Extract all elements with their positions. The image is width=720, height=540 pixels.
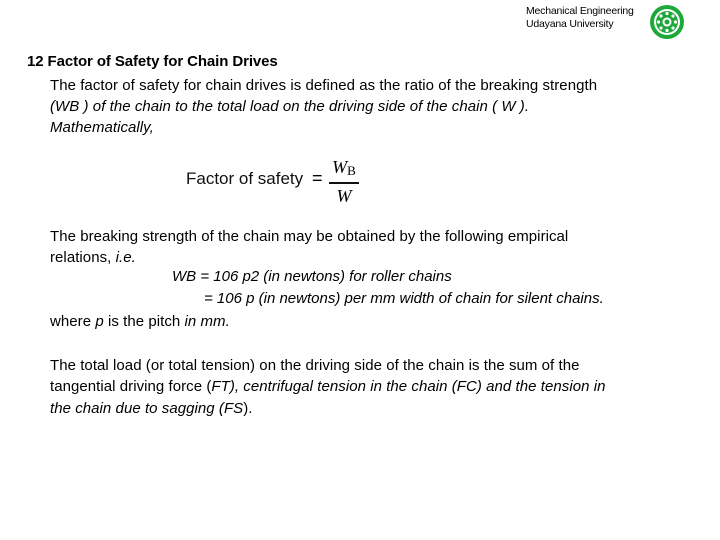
tangential-text: tangential driving force ( xyxy=(50,378,212,395)
section-title: 12 Factor of Safety for Chain Drives xyxy=(27,53,278,70)
total-load-line-3 xyxy=(50,398,252,419)
intro-wb: (WB ) xyxy=(50,98,93,115)
forces-text: FT), centrifugal tension in the chain (FC) and the tension in xyxy=(211,378,606,395)
breaking-line-2 xyxy=(50,247,136,268)
closing-paren: ). xyxy=(243,400,253,417)
udayana-university-logo-icon xyxy=(649,4,685,40)
total-load-line-2 xyxy=(50,376,605,397)
intro-line-3: Mathematically, xyxy=(50,119,154,136)
pitch-text: is the pitch xyxy=(103,313,185,330)
roller-chain-relation: WB = 106 p2 (in newtons) for roller chains xyxy=(172,268,452,285)
formula-numerator-subscript: B xyxy=(347,163,356,178)
formula-label: Factor of safety xyxy=(186,169,304,188)
intro-line-2-text: of the chain to the total load on the driving side of the chain ( xyxy=(92,98,502,115)
breaking-line-1: The breaking strength of the chain may be obtained by the following empirical xyxy=(50,228,569,245)
formula-fraction-bar xyxy=(329,182,359,184)
department-label: Mechanical Engineering xyxy=(526,5,634,17)
fs-symbol: FS xyxy=(223,400,244,417)
breaking-ie-text: i.e. xyxy=(115,249,136,266)
silent-chain-relation: = 106 p (in newtons) per mm width of chain for silent chains. xyxy=(204,290,604,307)
where-text: where xyxy=(50,313,96,330)
pitch-unit: in mm. xyxy=(184,313,230,330)
pitch-symbol: p xyxy=(95,313,104,330)
formula-numerator: $W_B$ xyxy=(332,157,356,178)
breaking-relations-text: relations, xyxy=(50,249,116,266)
intro-line-1: The factor of safety for chain drives is defined as the ratio of the breaking strength xyxy=(50,77,598,94)
intro-w: W ). xyxy=(501,98,530,115)
header-text xyxy=(526,5,634,31)
formula-fraction xyxy=(329,157,359,206)
pitch-definition xyxy=(50,311,230,332)
sagging-text: the chain due to sagging ( xyxy=(50,400,224,417)
university-label: Udayana University xyxy=(526,18,614,30)
formula-denominator: W xyxy=(336,185,352,206)
intro-line-2 xyxy=(50,96,529,117)
formula-equals: = xyxy=(312,168,323,188)
total-load-line-1: The total load (or total tension) on the driving side of the chain is the sum of the xyxy=(50,357,580,374)
